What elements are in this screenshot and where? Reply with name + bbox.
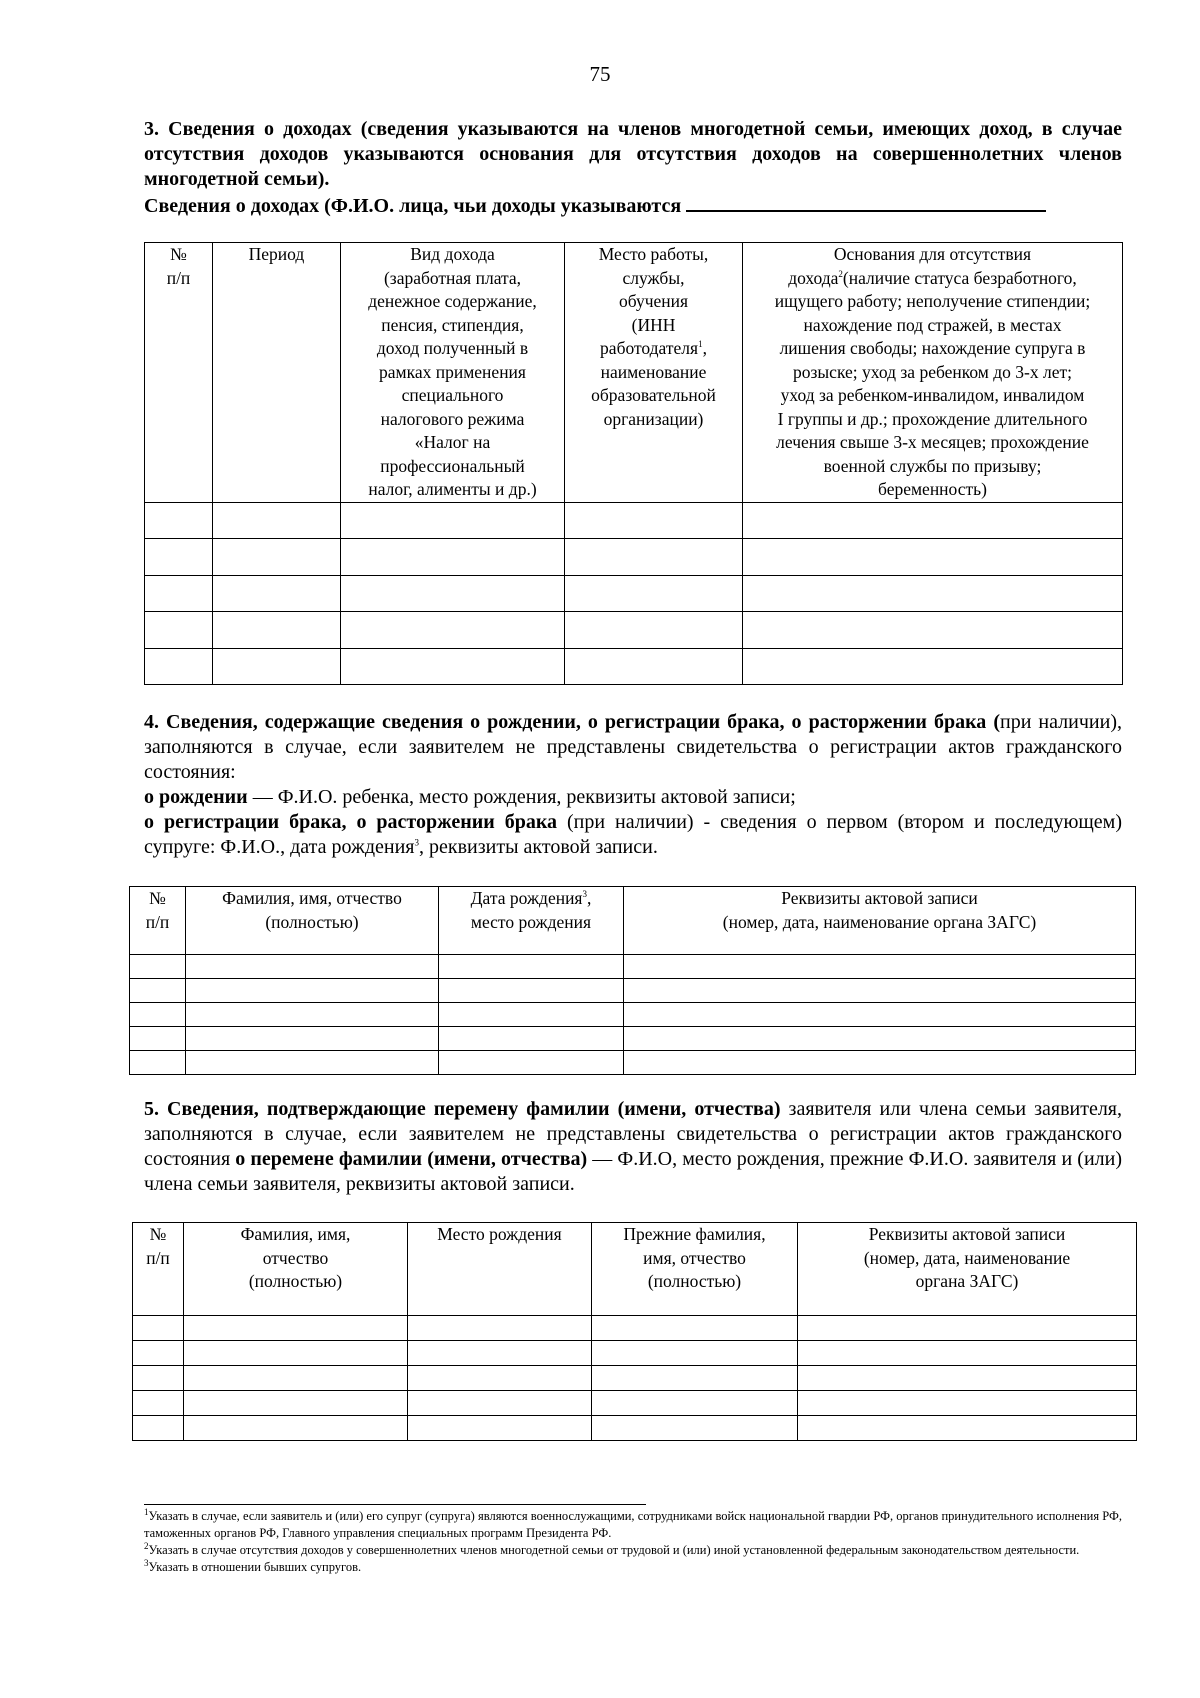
income-table-cell[interactable] [565,539,743,576]
name-change-table-cell[interactable] [133,1341,184,1366]
nc-col-former-name: Прежние фамилия, имя, отчество (полностью) [592,1223,798,1316]
birth-marriage-table-cell[interactable] [624,979,1136,1003]
birth-marriage-table-cell[interactable] [130,955,186,979]
section-3-title: 3. Сведения о доходах (сведения указываются на членов многодетной семьи, имеющих доход, в случае отсутствия доходов указываются основания для отсутствия доходов на совершеннолетних членов многодетной семьи). [144,118,1122,190]
income-table-cell[interactable] [341,502,565,539]
income-table-cell[interactable] [743,575,1123,612]
name-change-table-cell[interactable] [798,1316,1137,1341]
income-table-cell[interactable] [341,575,565,612]
birth-marriage-table [129,886,1136,1075]
birth-marriage-table-row [130,1027,1136,1051]
income-table-cell[interactable] [145,502,213,539]
income-table-cell[interactable] [213,502,341,539]
birth-marriage-table-row [130,1003,1136,1027]
income-table-cell[interactable] [213,648,341,685]
income-table-cell[interactable] [565,575,743,612]
birth-marriage-table-cell[interactable] [439,1003,624,1027]
footnote-1: $^1$Указать в случае, если заявитель и (или) его супруг (супруга) являются военнослужащими, сотрудниками войск национальной гвардии РФ, органов принудительного исполнения РФ, таможенных органов РФ, Главного управления специальных программ Президента РФ. [144,1506,1122,1540]
income-person-label: Сведения о доходах (Ф.И.О. лица, чьи доходы указываются [144,195,682,217]
birth-marriage-table-cell[interactable] [186,1027,439,1051]
birth-marriage-table-cell[interactable] [130,1003,186,1027]
birth-marriage-table-cell[interactable] [624,1027,1136,1051]
income-table-row [145,648,1123,685]
section-5-paragraph: 5. Сведения, подтверждающие перемену фамилии (имени, отчества) заявителя или члена семьи заявителя, заполняются в случае, если заявителем не представлены свидетельства о регистрации актов гражданского состояния о перемене фамилии (имени, отчества) — Ф.И.О, место рождения, прежние Ф.И.О. заявителя и (или) члена семьи заявителя, реквизиты актовой записи. [144,1098,1123,1195]
income-table-cell[interactable] [743,648,1123,685]
income-col-workplace: Место работы, службы, обучения (ИНН работодателя$^1$, наименование образовательной организации) [565,243,743,503]
name-change-table-cell[interactable] [408,1416,592,1441]
income-col-number: № п/п [145,243,213,503]
birth-marriage-table-row [130,1051,1136,1075]
name-change-table-row [133,1416,1137,1441]
income-table-cell[interactable] [743,612,1123,649]
birth-marriage-table-row [130,979,1136,1003]
section-4-birth: о рождении — Ф.И.О. ребенка, место рождения, реквизиты актовой записи; [144,786,796,808]
birth-marriage-table-cell[interactable] [186,979,439,1003]
birth-marriage-table-cell[interactable] [130,1027,186,1051]
section-4-heading: 4. Сведения, содержащие сведения о рождении, о регистрации брака, о расторжении брака (при наличии), заполняются в случае, если заявителем не представлены свидетельства о регистрации актов гражданского состояния: [144,711,1122,783]
name-change-table-cell[interactable] [592,1416,798,1441]
income-table-cell[interactable] [565,502,743,539]
birth-marriage-table-cell[interactable] [186,1003,439,1027]
income-table-cell[interactable] [565,648,743,685]
name-change-table-cell[interactable] [408,1391,592,1416]
birth-marriage-table-cell[interactable] [439,1051,624,1075]
name-change-table-row [133,1341,1137,1366]
income-table-cell[interactable] [341,539,565,576]
bm-col-birthdate: Дата рождения$^3$, место рождения [439,887,624,955]
name-change-table-cell[interactable] [592,1316,798,1341]
name-change-table-cell[interactable] [408,1341,592,1366]
nc-col-number: № п/п [133,1223,184,1316]
income-table-cell[interactable] [145,612,213,649]
income-table-cell[interactable] [341,648,565,685]
nc-col-record: Реквизиты актовой записи (номер, дата, наименование органа ЗАГС) [798,1223,1137,1316]
name-change-table-cell[interactable] [133,1366,184,1391]
income-table-cell[interactable] [213,612,341,649]
section-5-text [144,1097,1122,1197]
name-change-table-cell[interactable] [592,1391,798,1416]
income-table-row [145,539,1123,576]
name-change-table-cell[interactable] [798,1366,1137,1391]
birth-marriage-table-cell[interactable] [186,1051,439,1075]
birth-marriage-table-cell[interactable] [439,979,624,1003]
birth-marriage-table-cell[interactable] [186,955,439,979]
page-number: 75 [589,62,611,86]
name-change-table-cell[interactable] [798,1391,1137,1416]
name-change-table-cell[interactable] [133,1316,184,1341]
name-change-table-cell[interactable] [184,1416,408,1441]
name-change-table-row [133,1391,1137,1416]
nc-col-birthplace: Место рождения [408,1223,592,1316]
income-table-cell[interactable] [213,575,341,612]
income-table-row [145,502,1123,539]
name-change-table-cell[interactable] [184,1366,408,1391]
name-change-table-cell[interactable] [592,1341,798,1366]
birth-marriage-table-cell[interactable] [624,1051,1136,1075]
income-table-cell[interactable] [145,575,213,612]
name-change-table-cell[interactable] [184,1341,408,1366]
name-change-table-row [133,1366,1137,1391]
name-change-table-cell[interactable] [184,1391,408,1416]
birth-marriage-table-cell[interactable] [439,1027,624,1051]
bm-col-number: № п/п [130,887,186,955]
name-change-table-cell[interactable] [408,1316,592,1341]
birth-marriage-table-row [130,955,1136,979]
income-col-reason: Основания для отсутствия дохода$^2$(наличие статуса безработного, ищущего работу; неполучение стипендии; нахождение под стражей, в местах лишения свободы; нахождение супруга в розыске; уход за ребенком до 3-х лет; уход за ребенком-инвалидом, инвалидом I группы и др.; прохождение длительного лечения свыше 3-х месяцев; прохождение военной службы по призыву; беременность) [743,243,1123,503]
income-table-cell[interactable] [145,648,213,685]
section-3-heading [144,117,1122,219]
name-change-table-cell[interactable] [133,1391,184,1416]
name-change-table-cell[interactable] [184,1316,408,1341]
footnote-2: $^2$Указать в случае отсутствия доходов у совершеннолетних членов многодетной семьи от трудовой и (или) иной установленной федеральным законодательством деятельности. [144,1540,1080,1557]
name-change-table-cell[interactable] [798,1341,1137,1366]
income-person-field[interactable] [686,192,1046,212]
nc-col-name: Фамилия, имя, отчество (полностью) [184,1223,408,1316]
income-table-cell[interactable] [341,612,565,649]
income-col-type: Вид дохода (заработная плата, денежное содержание, пенсия, стипендия, доход полученный в рамках применения специального налогового режима «Налог на профессиональный налог, алименты и др.) [341,243,565,503]
birth-marriage-table-cell[interactable] [624,1003,1136,1027]
birth-marriage-table-cell[interactable] [130,1051,186,1075]
section-4-text [144,710,1122,860]
footnotes [144,1508,1122,1576]
name-change-table-cell[interactable] [798,1416,1137,1441]
name-change-table-cell[interactable] [133,1416,184,1441]
footnote-divider [144,1504,646,1505]
birth-marriage-table-cell[interactable] [130,979,186,1003]
income-table-cell[interactable] [743,502,1123,539]
income-table-cell[interactable] [213,539,341,576]
name-change-table-row [133,1316,1137,1341]
birth-marriage-table-cell[interactable] [439,955,624,979]
income-table-cell[interactable] [743,539,1123,576]
income-table-cell[interactable] [145,539,213,576]
section-4-marriage: о регистрации брака, о расторжении брака (при наличии) - сведения о первом (втором и последующем) супруге: Ф.И.О., дата рождения$^3$, реквизиты актовой записи. [144,811,1122,858]
name-change-table-cell[interactable] [592,1366,798,1391]
name-change-table [132,1222,1137,1441]
bm-col-name: Фамилия, имя, отчество (полностью) [186,887,439,955]
birth-marriage-table-cell[interactable] [624,955,1136,979]
income-table [144,242,1123,685]
name-change-table-cell[interactable] [408,1366,592,1391]
income-table-row [145,612,1123,649]
income-table-cell[interactable] [565,612,743,649]
bm-col-record: Реквизиты актовой записи (номер, дата, наименование органа ЗАГС) [624,887,1136,955]
section-3-subtitle [144,192,1122,219]
income-col-period: Период [213,243,341,503]
income-table-row [145,575,1123,612]
footnote-3: $^3$Указать в отношении бывших супругов. [144,1557,362,1574]
